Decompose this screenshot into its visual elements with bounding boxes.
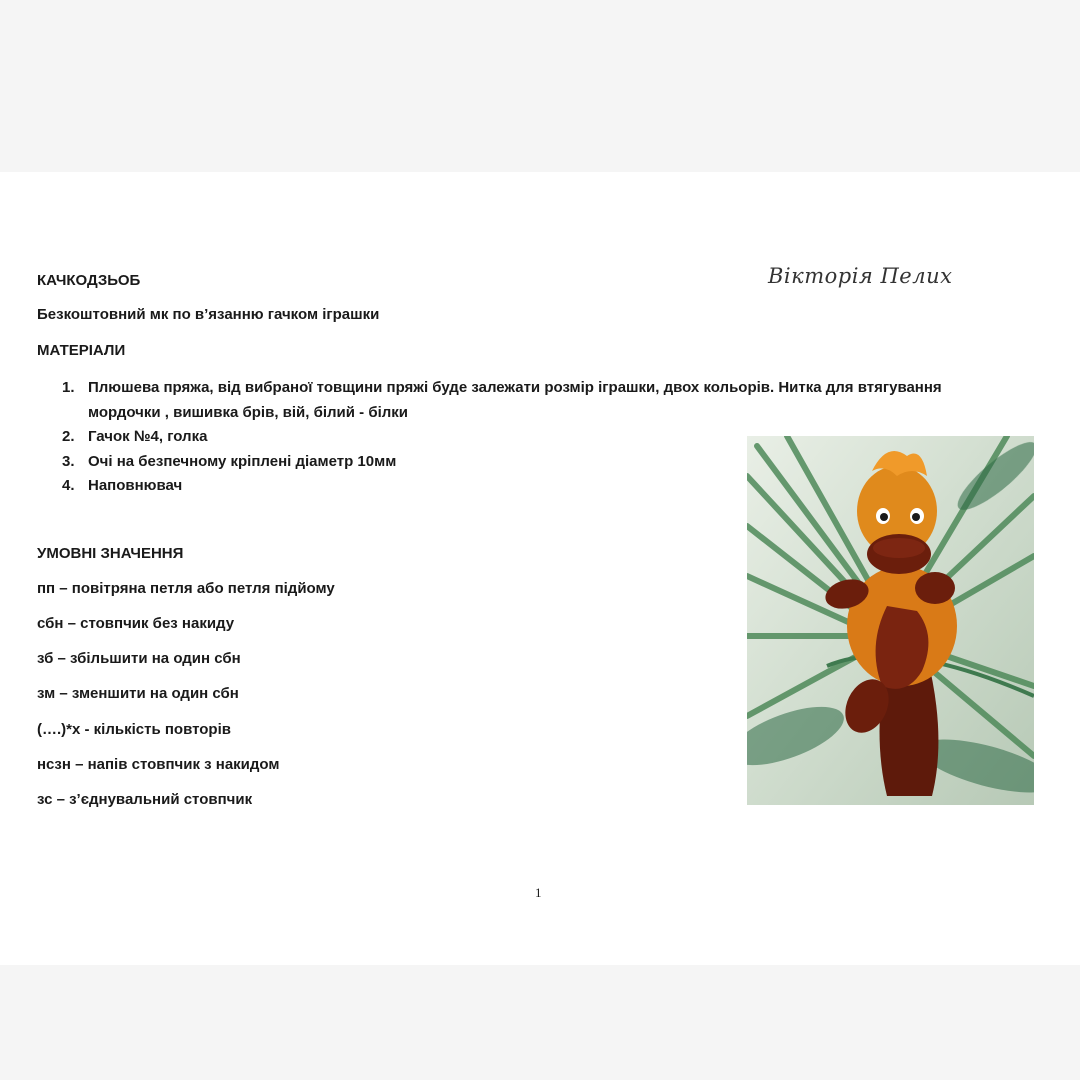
list-number: 1. bbox=[62, 379, 75, 396]
list-number: 2. bbox=[62, 428, 75, 445]
materials-heading: МАТЕРІАЛИ bbox=[37, 342, 126, 359]
list-item bbox=[62, 376, 1052, 425]
document-page bbox=[0, 172, 1080, 965]
crochet-platypus-toy-photo-icon bbox=[747, 436, 1034, 805]
toy-photo bbox=[747, 436, 1034, 805]
material-text-line: мордочки , вишивка брів, вій, білий - білки bbox=[88, 403, 409, 421]
bottom-margin bbox=[0, 965, 1080, 1080]
legend-item: зб – збільшити на один сбн bbox=[37, 650, 241, 667]
document-title: КАЧКОДЗЬОБ bbox=[37, 272, 141, 289]
legend-item: зм – зменшити на один сбн bbox=[37, 685, 239, 702]
legend-item: зс – з’єднувальний стовпчик bbox=[37, 791, 253, 808]
list-number: 4. bbox=[62, 477, 75, 494]
author-signature: Вікторія Пелих bbox=[768, 264, 953, 288]
top-margin bbox=[0, 0, 1080, 172]
document-subtitle: Безкоштовний мк по в’язанню гачком іграшки bbox=[37, 306, 380, 323]
material-text-line: Наповнювач bbox=[88, 477, 183, 494]
legend-item: сбн – стовпчик без накиду bbox=[37, 615, 235, 632]
material-text-line: Гачок №4, голка bbox=[88, 428, 208, 445]
legend-heading: УМОВНІ ЗНАЧЕННЯ bbox=[37, 545, 184, 562]
page-number: 1 bbox=[535, 885, 542, 900]
material-text-line: Очі на безпечному кріплені діаметр 10мм bbox=[88, 452, 397, 470]
legend-item: (….)*х - кількість повторів bbox=[37, 721, 231, 738]
legend-item: пп – повітряна петля або петля підйому bbox=[37, 580, 335, 597]
list-number: 3. bbox=[62, 452, 75, 470]
legend-item: нсзн – напів стовпчик з накидом bbox=[37, 756, 280, 773]
material-text-line: Плюшева пряжа, від вибраної товщини пряжі буде залежати розмір іграшки, двох кольорів. Нитка для втягування bbox=[88, 379, 942, 396]
